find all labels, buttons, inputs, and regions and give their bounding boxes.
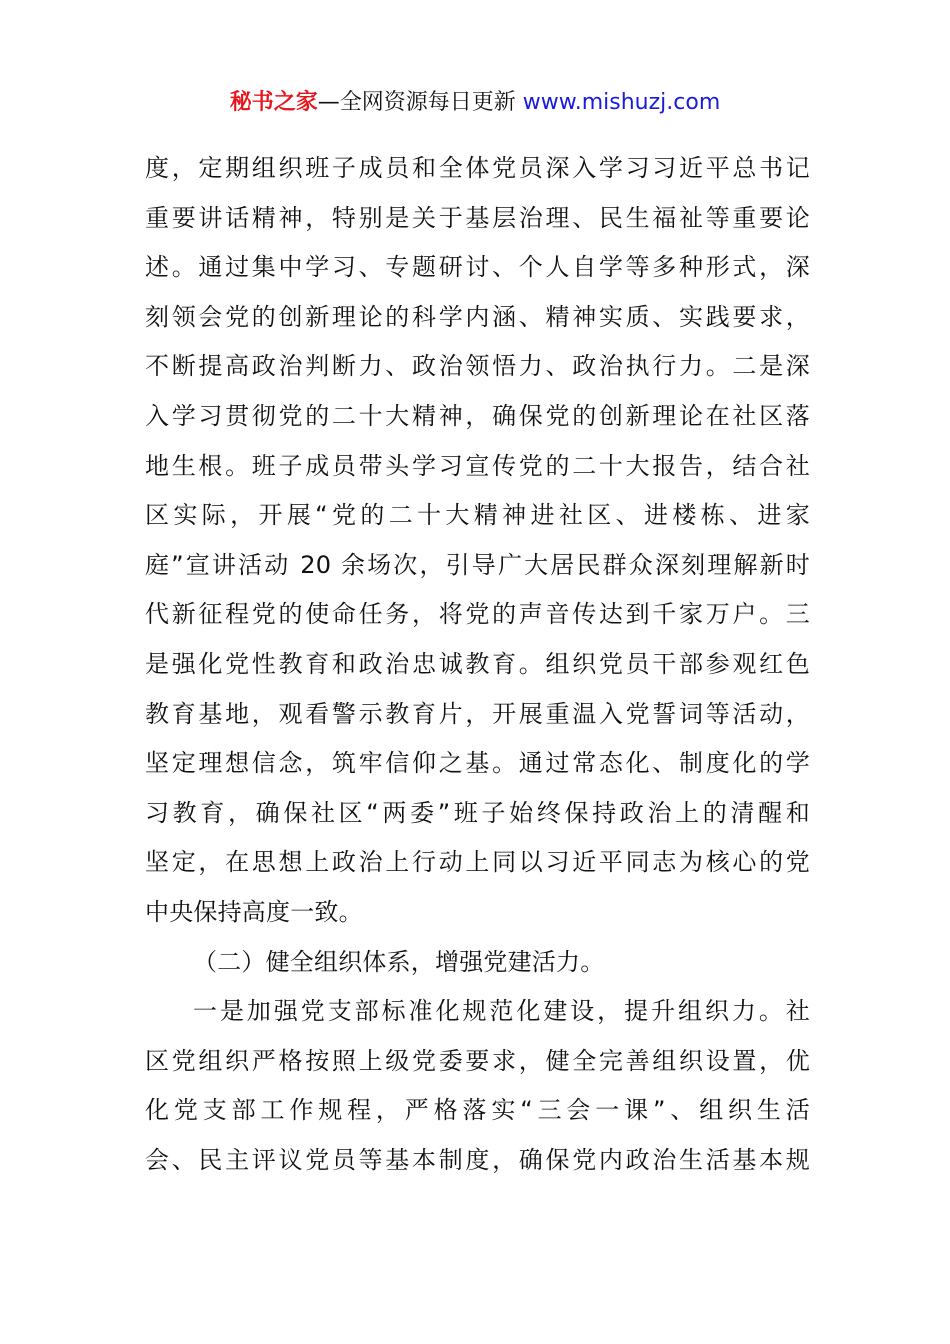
site-url-link[interactable]: www.mishuzj.com [522, 90, 721, 115]
text-line: 坚定，在思想上政治上行动上同以习近平同志为核心的党 [145, 848, 810, 877]
text-line: 地生根。班子成员带头学习宣传党的二十大报告，结合社 [145, 451, 810, 480]
text-line: 是强化党性教育和政治忠诚教育。组织党员干部参观红色 [145, 649, 810, 678]
text-line: 化党支部工作规程，严格落实“三会一课”、组织生活 [145, 1096, 810, 1125]
text-line: 一是加强党支部标准化规范化建设，提升组织力。社 [193, 997, 810, 1026]
site-brand: 秘书之家 [229, 90, 318, 115]
text-line: 坚定理想信念，筑牢信仰之基。通过常态化、制度化的学 [145, 749, 810, 778]
document-body [145, 144, 810, 1185]
text-line: 刻领会党的创新理论的科学内涵、精神实质、实践要求， [145, 302, 810, 331]
site-header [0, 86, 950, 120]
text-line: 中央保持高度一致。 [145, 897, 363, 926]
text-line: 区党组织严格按照上级党委要求，健全完善组织设置，优 [145, 1046, 810, 1075]
site-tagline: —全网资源每日更新 [317, 90, 523, 115]
text-line: 述。通过集中学习、专题研讨、个人自学等多种形式，深 [145, 253, 810, 282]
text-line: 重要讲话精神，特别是关于基层治理、民生福祉等重要论 [145, 203, 810, 232]
text-line: 入学习贯彻党的二十大精神，确保党的创新理论在社区落 [145, 401, 810, 430]
text-line: 度，定期组织班子成员和全体党员深入学习习近平总书记 [145, 154, 810, 182]
text-line: 不断提高政治判断力、政治领悟力、政治执行力。二是深 [145, 352, 810, 381]
text-line: 代新征程党的使命任务，将党的声音传达到千家万户。三 [145, 600, 810, 629]
text-line: 庭”宣讲活动 20 余场次，引导广大居民群众深刻理解新时 [145, 550, 810, 579]
text-line: 习教育，确保社区“两委”班子始终保持政治上的清醒和 [145, 798, 810, 827]
text-line: 会、民主评议党员等基本制度，确保党内政治生活基本规 [145, 1145, 810, 1174]
section-heading: （二）健全组织体系，增强党建活力。 [193, 947, 605, 976]
text-line: 教育基地，观看警示教育片，开展重温入党誓词等活动， [145, 699, 810, 728]
text-line: 区实际，开展“党的二十大精神进社区、进楼栋、进家 [145, 501, 810, 530]
